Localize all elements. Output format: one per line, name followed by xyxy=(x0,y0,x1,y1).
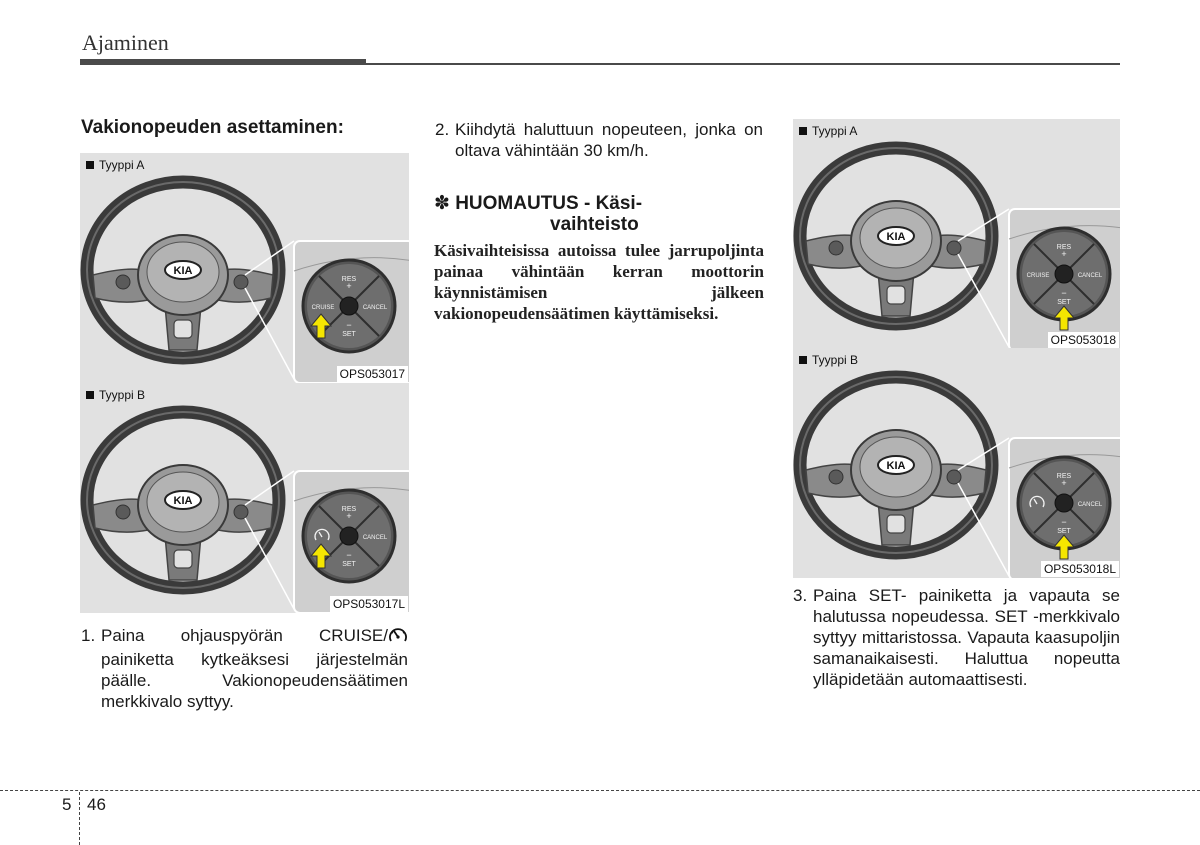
bottom-spoke-cutout xyxy=(887,286,905,304)
wheel-group xyxy=(87,182,294,379)
kia-logo-text: KIA xyxy=(173,495,193,507)
note-title: ✽ HUOMAUTUS - Käsi- vaihteisto xyxy=(434,193,643,235)
step-number: 2. xyxy=(435,120,450,139)
cancel-label: CANCEL xyxy=(1077,273,1103,279)
set-label: SET xyxy=(342,331,356,338)
note-symbol-icon: ✽ xyxy=(434,193,450,214)
cancel-label: CANCEL xyxy=(362,535,388,541)
square-bullet-icon xyxy=(86,161,94,169)
page-number: 46 xyxy=(87,795,106,814)
pad-center-knob xyxy=(1055,265,1073,283)
figure-steering-wheel-type-a-cruise xyxy=(80,153,409,383)
figure-label: Tyyppi A xyxy=(799,124,857,138)
set-label: SET xyxy=(1057,299,1071,306)
minus-label: − xyxy=(346,550,352,560)
cruise-speedometer-icon xyxy=(388,626,408,649)
set-label: SET xyxy=(1057,528,1071,535)
page-header-title: Ajaminen xyxy=(82,30,169,55)
res-label: RES xyxy=(341,276,357,283)
figure-code: OPS053017L xyxy=(330,596,408,612)
step-text: Paina ohjauspyörän CRUISE/ painiketta kytkeäksesi järjestelmän päälle. Vakionopeudensäätimen merkkivalo syttyy. xyxy=(101,626,408,711)
square-bullet-icon xyxy=(799,127,807,135)
pad-center-knob xyxy=(340,297,358,315)
cancel-label: CANCEL xyxy=(362,305,388,311)
res-label: RES xyxy=(1056,244,1072,251)
bottom-spoke-cutout xyxy=(174,320,192,338)
wheel-group xyxy=(800,377,1009,576)
kia-logo-text: KIA xyxy=(173,265,193,277)
cancel-label: CANCEL xyxy=(1077,502,1103,508)
step-number: 1. xyxy=(81,626,96,645)
square-bullet-icon xyxy=(799,356,807,364)
cruise-label: CRUISE xyxy=(311,305,335,311)
pad-center-knob xyxy=(1055,494,1073,512)
control-inset xyxy=(294,471,409,613)
steering-wheel-illustration xyxy=(793,348,1120,578)
right-spoke-button xyxy=(947,241,961,255)
wheel-group xyxy=(800,148,1009,347)
control-inset xyxy=(1009,438,1120,578)
square-bullet-icon xyxy=(86,391,94,399)
minus-label: − xyxy=(346,320,352,330)
left-spoke-button xyxy=(829,470,843,484)
minus-label: − xyxy=(1061,517,1067,527)
control-inset xyxy=(294,241,409,383)
step-text: Paina SET- painiketta ja vapauta se halutussa nopeudessa. SET -merkkivalo syttyy mittaristossa. Vapauta kaasupoljin samanaikaisesti. Haluttua nopeutta ylläpidetään automaattisesti. xyxy=(813,586,1120,689)
step-text: Kiihdytä haluttuun nopeuteen, jonka on oltava vähintään 30 km/h. xyxy=(455,120,763,160)
left-spoke-button xyxy=(116,275,130,289)
right-spoke-button xyxy=(234,505,248,519)
figure-steering-wheel-type-b-cruise xyxy=(80,383,409,613)
step-2 xyxy=(435,119,763,161)
section-title: Vakionopeuden asettaminen: xyxy=(81,117,344,138)
plus-label: + xyxy=(346,511,352,521)
footer-divider xyxy=(0,790,1200,791)
header-rule-thick xyxy=(80,59,366,65)
footer-vertical-divider xyxy=(79,792,80,845)
figure-label: Tyyppi B xyxy=(86,388,145,402)
steering-wheel-illustration xyxy=(793,119,1120,349)
kia-logo-text: KIA xyxy=(886,460,906,472)
step-number: 3. xyxy=(793,586,808,605)
minus-label: − xyxy=(1061,288,1067,298)
plus-label: + xyxy=(1061,478,1067,488)
right-spoke-button xyxy=(234,275,248,289)
res-label: RES xyxy=(341,506,357,513)
control-inset xyxy=(1009,209,1120,349)
plus-label: + xyxy=(346,281,352,291)
figure-label: Tyyppi B xyxy=(799,353,858,367)
figure-code: OPS053018 xyxy=(1048,332,1119,348)
right-spoke-button xyxy=(947,470,961,484)
bottom-spoke-cutout xyxy=(174,550,192,568)
figure-code: OPS053017 xyxy=(337,366,408,382)
left-spoke-button xyxy=(116,505,130,519)
figure-steering-wheel-type-a-set xyxy=(793,119,1120,349)
cruise-label: CRUISE xyxy=(1026,273,1050,279)
figure-label: Tyyppi A xyxy=(86,158,144,172)
steering-wheel-illustration xyxy=(80,383,409,613)
step-3 xyxy=(793,585,1120,690)
section-number: 5 xyxy=(62,795,72,814)
plus-label: + xyxy=(1061,249,1067,259)
kia-logo-text: KIA xyxy=(886,231,906,243)
step-1 xyxy=(81,625,408,712)
wheel-group xyxy=(87,412,294,609)
res-label: RES xyxy=(1056,473,1072,480)
pad-center-knob xyxy=(340,527,358,545)
set-label: SET xyxy=(342,561,356,568)
steering-wheel-illustration xyxy=(80,153,409,383)
figure-steering-wheel-type-b-set xyxy=(793,348,1120,578)
header-rule-thin xyxy=(366,63,1120,65)
left-spoke-button xyxy=(829,241,843,255)
note-body: Käsivaihteisissa autoissa tulee jarrupoljinta painaa vähintään kerran moottorin käynnistämisen jälkeen vakionopeudensäätimen käyttämiseksi. xyxy=(434,241,764,323)
bottom-spoke-cutout xyxy=(887,515,905,533)
figure-code: OPS053018L xyxy=(1041,561,1119,577)
